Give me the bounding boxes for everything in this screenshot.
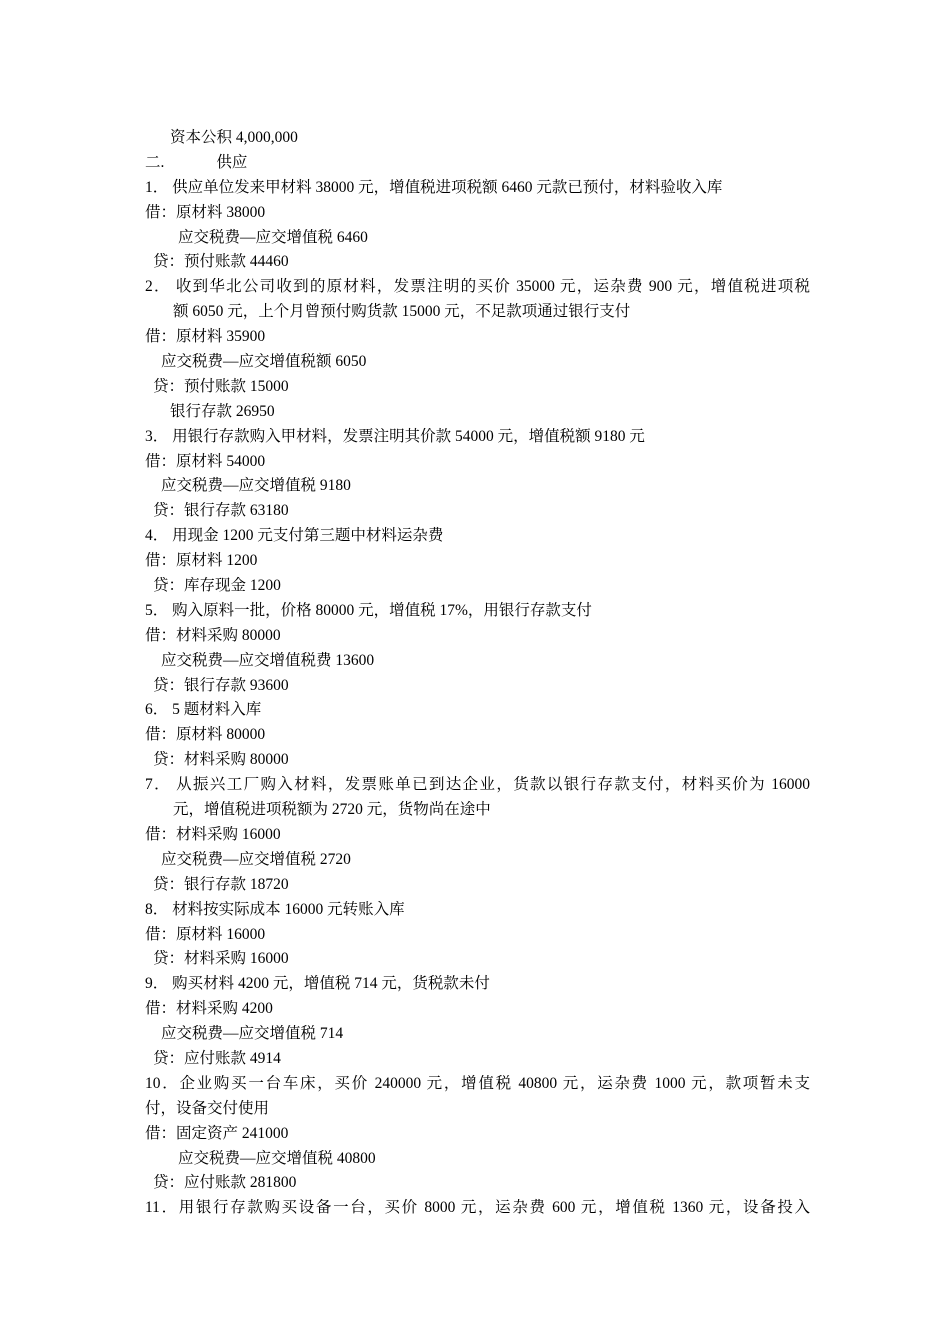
text-line: 元，增值税进项税额为 2720 元，货物尚在途中 (173, 801, 491, 819)
text-line: 4． 用现金 1200 元支付第三题中材料运杂费 (145, 527, 444, 545)
text-line: 贷：预付账款 44460 (153, 253, 289, 271)
text-line: 银行存款 26950 (170, 402, 275, 420)
section-number: 二. (145, 153, 165, 171)
text-line: 贷：银行存款 63180 (153, 502, 289, 520)
text-line: 借：原材料 35900 (145, 328, 266, 346)
section-heading (145, 151, 810, 176)
text-line: 贷：应付账款 281800 (153, 1174, 297, 1192)
text-line: 应交税费—应交增值税费 13600 (161, 651, 375, 669)
text-line: 应交税费—应交增值税 714 (161, 1025, 344, 1043)
text-line: 借：原材料 38000 (145, 203, 266, 221)
text-line: 8． 材料按实际成本 16000 元转账入库 (145, 900, 405, 918)
text-line: 1． 供应单位发来甲材料 38000 元，增值税进项税额 6460 元款已预付，材料验收入库 (145, 178, 723, 196)
section-title: 供应 (216, 153, 248, 171)
text-line: 借：原材料 1200 (145, 552, 258, 570)
text-line: 借：固定资产 241000 (145, 1124, 289, 1142)
document-body (145, 126, 810, 1221)
text-line: 9． 购买材料 4200 元，增值税 714 元，货税款未付 (145, 975, 490, 993)
text-line: 3． 用银行存款购入甲材料，发票注明其价款 54000 元，增值税额 9180 元 (145, 427, 645, 445)
text-line: 借：原材料 16000 (145, 925, 266, 943)
text-line: 贷：预付账款 15000 (153, 377, 289, 395)
text-line: 7． 从振兴工厂购入材料，发票账单已到达企业，货款以银行存款支付，材料买价为 16000 (145, 776, 810, 794)
text-line: 借：材料采购 80000 (145, 626, 281, 644)
text-line: 借：材料采购 16000 (145, 825, 281, 843)
text-line: 应交税费—应交增值税额 6050 (161, 353, 367, 371)
text-line: 应交税费—应交增值税 2720 (161, 850, 351, 868)
text-line: 借：原材料 54000 (145, 452, 266, 470)
text-line: 11．用银行存款购买设备一台，买价 8000 元，运杂费 600 元，增值税 1360 元，设备投入 (145, 1199, 810, 1217)
text-line: 贷：材料采购 80000 (153, 751, 289, 769)
text-line: 10．企业购买一台车床，买价 240000 元，增值税 40800 元，运杂费 1000 元，款项暂未支 (145, 1074, 810, 1092)
text-line: 应交税费—应交增值税 6460 (178, 228, 368, 246)
text-line: 贷：银行存款 93600 (153, 676, 289, 694)
text-line: 6． 5 题材料入库 (145, 701, 262, 719)
text-line: 贷：库存现金 1200 (153, 577, 281, 595)
text-line: 借：材料采购 4200 (145, 1000, 273, 1018)
text-line: 资本公积 4,000,000 (170, 129, 298, 146)
text-line: 2． 收到华北公司收到的原材料，发票注明的买价 35000 元，运杂费 900 元，增值税进项税 (145, 278, 810, 296)
text-line: 付，设备交付使用 (145, 1099, 270, 1117)
text-line: 应交税费—应交增值税 40800 (178, 1149, 376, 1167)
text-line: 贷：材料采购 16000 (153, 950, 289, 968)
text-line: 贷：银行存款 18720 (153, 875, 289, 893)
text-line: 5． 购入原料一批，价格 80000 元，增值税 17%，用银行存款支付 (145, 601, 592, 619)
text-line: 应交税费—应交增值税 9180 (161, 477, 351, 495)
text-line: 额 6050 元，上个月曾预付购货款 15000 元，不足款项通过银行支付 (173, 303, 631, 321)
text-line: 贷：应付账款 4914 (153, 1049, 281, 1067)
text-line: 借：原材料 80000 (145, 726, 266, 744)
